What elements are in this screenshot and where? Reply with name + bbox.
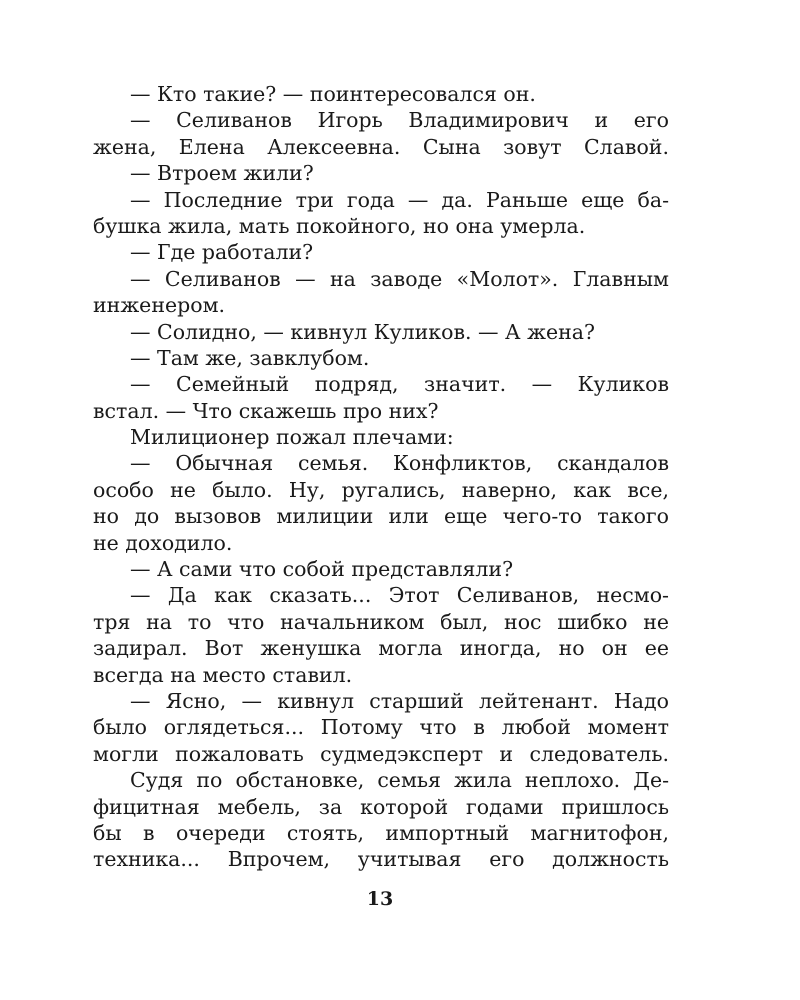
page-text-block bbox=[93, 81, 669, 873]
text-line: — Да как сказать... Этот Селиванов, несмо- bbox=[130, 583, 669, 608]
text-line: — Втроем жили? bbox=[130, 161, 314, 186]
text-line: но до вызовов милиции или еще чего-то такого bbox=[93, 504, 669, 529]
text-line: — Селиванов Игорь Владимирович и его bbox=[130, 108, 669, 133]
text-line: задирал. Вот женушка могла иногда, но он ее bbox=[93, 636, 669, 661]
page-number: 13 bbox=[366, 888, 394, 910]
text-line: Милиционер пожал плечами: bbox=[130, 425, 454, 450]
text-line: всегда на место ставил. bbox=[93, 662, 353, 687]
text-line: жена, Елена Алексеевна. Сына зовут Славой. bbox=[93, 134, 669, 159]
text-line: — Семейный подряд, значит. — Куликов bbox=[130, 372, 669, 397]
text-line: — Где работали? bbox=[130, 240, 314, 265]
text-line: бушка жила, мать покойного, но она умерла. bbox=[93, 213, 586, 238]
text-line: — Солидно, — кивнул Куликов. — А жена? bbox=[130, 319, 595, 344]
text-line: было оглядеться... Потому что в любой момент bbox=[93, 715, 669, 740]
text-line: — Обычная семья. Конфликтов, скандалов bbox=[130, 451, 669, 476]
text-line: инженером. bbox=[93, 293, 226, 318]
text-line: — Последние три года — да. Раньше еще ба- bbox=[130, 187, 669, 212]
text-line: могли пожаловать судмедэксперт и следователь. bbox=[93, 741, 669, 766]
text-line: Судя по обстановке, семья жила неплохо. Де- bbox=[130, 768, 669, 793]
text-line: — Ясно, — кивнул старший лейтенант. Надо bbox=[130, 688, 669, 713]
text-line: встал. — Что скажешь про них? bbox=[93, 398, 439, 423]
text-line: особо не было. Ну, ругались, наверно, как все, bbox=[93, 477, 669, 502]
text-line: — Селиванов — на заводе «Молот». Главным bbox=[130, 266, 669, 291]
text-line: — А сами что собой представляли? bbox=[130, 557, 514, 582]
text-line: тря на то что начальником был, нос шибко не bbox=[93, 609, 669, 634]
text-line: фицитная мебель, за которой годами пришлось bbox=[93, 794, 669, 819]
text-line: техника... Впрочем, учитывая его должность bbox=[93, 847, 669, 872]
text-line: — Там же, завклубом. bbox=[130, 345, 370, 370]
text-line: бы в очереди стоять, импортный магнитофон, bbox=[93, 820, 669, 845]
text-line: — Кто такие? — поинтересовался он. bbox=[130, 82, 536, 106]
text-line: не доходило. bbox=[93, 530, 233, 555]
